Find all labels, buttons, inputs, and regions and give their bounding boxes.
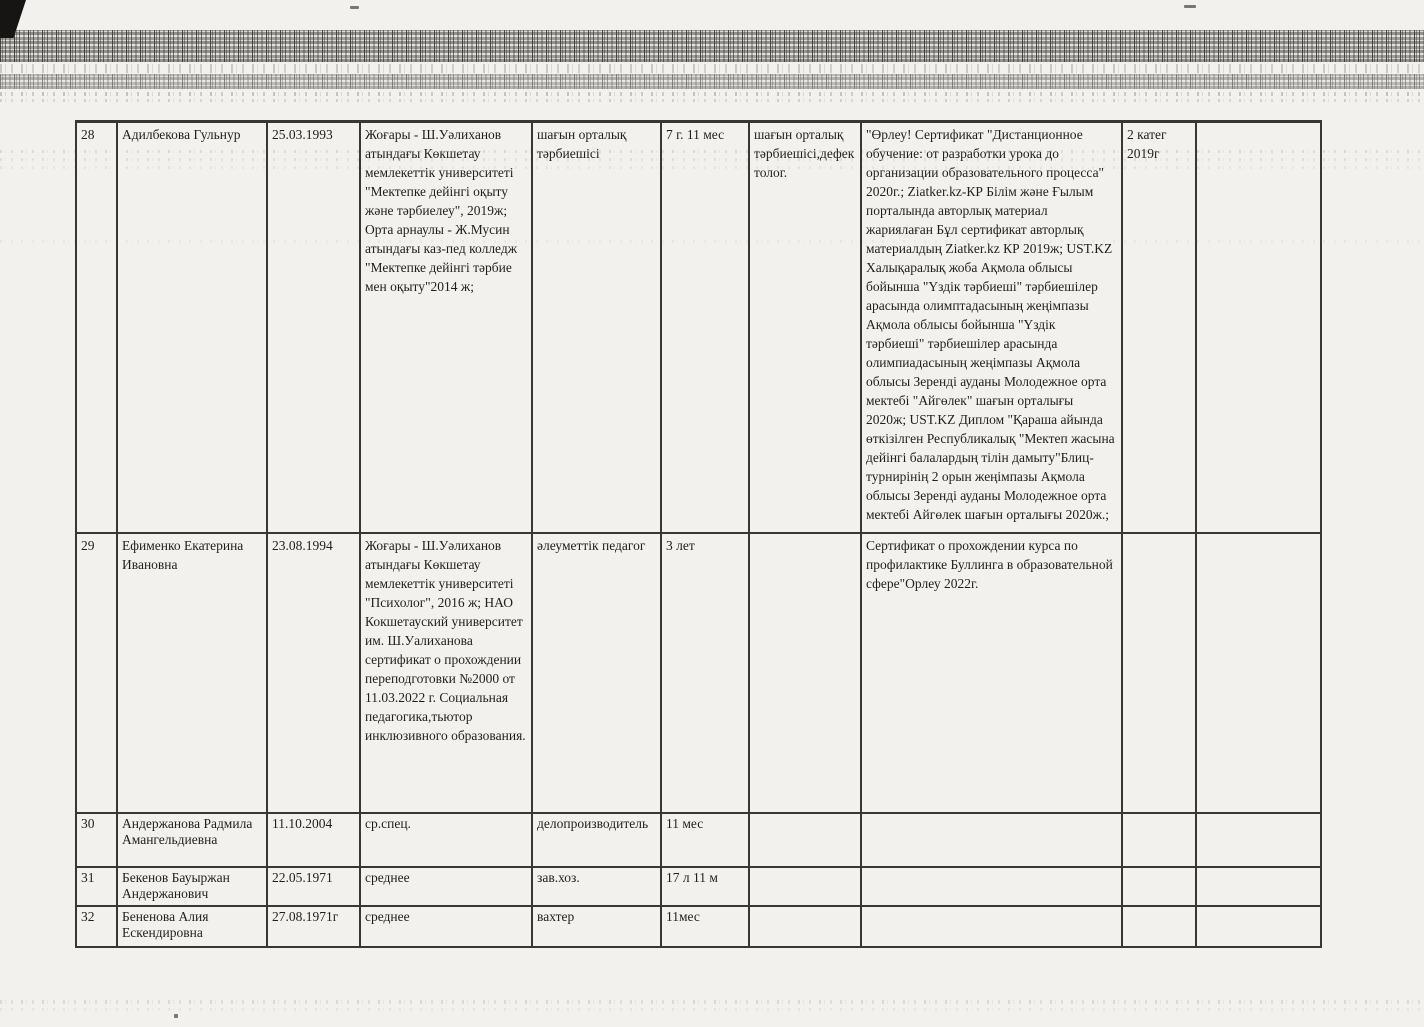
cell-row-number: 30 bbox=[76, 813, 117, 867]
scan-noise-line bbox=[0, 99, 1424, 102]
table-row bbox=[76, 122, 1321, 533]
table-row bbox=[76, 533, 1321, 813]
cell-position: зав.хоз. bbox=[532, 867, 661, 906]
cell-name: Андержанова Радмила Амангельдиевна bbox=[117, 813, 267, 867]
cell-notes bbox=[1196, 867, 1321, 906]
cell-position2 bbox=[749, 906, 861, 947]
scan-corner-mark bbox=[0, 0, 26, 38]
scan-speck bbox=[350, 6, 359, 9]
cell-experience: 7 г. 11 мес bbox=[661, 122, 749, 533]
cell-name: Адилбекова Гульнур bbox=[117, 122, 267, 533]
cell-row-number: 32 bbox=[76, 906, 117, 947]
cell-row-number: 28 bbox=[76, 122, 117, 533]
cell-birth-date: 23.08.1994 bbox=[267, 533, 360, 813]
scan-noise-line bbox=[0, 1008, 1424, 1011]
cell-notes bbox=[1196, 813, 1321, 867]
cell-position: вахтер bbox=[532, 906, 661, 947]
cell-position2 bbox=[749, 533, 861, 813]
cell-row-number: 29 bbox=[76, 533, 117, 813]
cell-education: Жоғары - Ш.Уәлиханов атындағы Көкшетау мемлекеттік университеті "Мектепке дейінгі оқыту және тәрбиелеу", 2019ж; Орта арнаулы - Ж.Мусин атындағы каз-пед колледж "Мектепке дейінгі тәрбие мен оқыту"2014 ж; bbox=[360, 122, 532, 533]
scan-speck bbox=[174, 1014, 178, 1018]
cell-certificates bbox=[861, 813, 1122, 867]
cell-education: Жоғары - Ш.Уәлиханов атындағы Көкшетау мемлекеттік университеті "Психолог", 2016 ж; НАО Кокшетауский университет им. Ш.Уалиханова сертификат о прохождении переподготовки №2000 от 11.03.2022 г. Социальная педагогика,тьютор инклюзивного образования. bbox=[360, 533, 532, 813]
cell-experience: 3 лет bbox=[661, 533, 749, 813]
cell-name: Бекенов Бауыржан Андержанович bbox=[117, 867, 267, 906]
scan-noise-band bbox=[0, 30, 1424, 62]
table-row bbox=[76, 867, 1321, 906]
cell-experience: 11 мес bbox=[661, 813, 749, 867]
cell-certificates: Сертификат о прохождении курса по профилактике Буллинга в образовательной сфере"Орлеу 2022г. bbox=[861, 533, 1122, 813]
scan-noise-line bbox=[0, 92, 1424, 96]
cell-certificates: "Өрлеу! Сертификат "Дистанционное обучение: от разработки урока до организации образовательного процесса" 2020г.; Ziatker.kz-КР Білім және Ғылым порталында авторлық материал жариялаған Бұл сертификат авторлық материалдың Ziatker.kz КР 2019ж; UST.KZ Халықаралық жоба Ақмола облысы бойынша "Үздік тәрбиеші" тәрбиешілер арасында олимптадасының жеңімпазы Ақмола облысы бойынша "Үздік тәрбиеші" тәрбиешілер арасында олимпиадасының жеңімпазы Ақмола облысы Зеренді ауданы Молодежное орта мектебі "Айгөлек" шағын орталығы 2020ж; UST.KZ Диплом "Қараша айында өткізілген Республикалық "Мектеп жасына дейінгі балалардың тілін дамыту"Блиц-турнирінің 2 орын жеңімпазы Ақмола облысы Зеренді ауданы Молодежное орта мектебі Айгөлек шағын орталығы 2020ж.; bbox=[861, 122, 1122, 533]
cell-birth-date: 25.03.1993 bbox=[267, 122, 360, 533]
cell-category bbox=[1122, 533, 1196, 813]
cell-notes bbox=[1196, 122, 1321, 533]
table-row bbox=[76, 813, 1321, 867]
cell-certificates bbox=[861, 906, 1122, 947]
cell-position2 bbox=[749, 867, 861, 906]
scan-noise-band bbox=[0, 74, 1424, 89]
cell-position2 bbox=[749, 813, 861, 867]
cell-position2: шағын орталық тәрбиешісі,дефектолог. bbox=[749, 122, 861, 533]
cell-experience: 17 л 11 м bbox=[661, 867, 749, 906]
cell-notes bbox=[1196, 906, 1321, 947]
cell-birth-date: 22.05.1971 bbox=[267, 867, 360, 906]
cell-row-number: 31 bbox=[76, 867, 117, 906]
cell-education: среднее bbox=[360, 906, 532, 947]
cell-category: 2 катег 2019г bbox=[1122, 122, 1196, 533]
cell-category bbox=[1122, 867, 1196, 906]
cell-name: Бененова Алия Ескендировна bbox=[117, 906, 267, 947]
scan-speck bbox=[1184, 5, 1196, 8]
cell-education: ср.спец. bbox=[360, 813, 532, 867]
cell-position: делопроизводитель bbox=[532, 813, 661, 867]
scan-noise-band bbox=[0, 64, 1424, 73]
cell-category bbox=[1122, 906, 1196, 947]
table-row bbox=[76, 906, 1321, 947]
cell-birth-date: 11.10.2004 bbox=[267, 813, 360, 867]
cell-education: среднее bbox=[360, 867, 532, 906]
cell-notes bbox=[1196, 533, 1321, 813]
staff-table bbox=[75, 120, 1322, 948]
cell-name: Ефименко Екатерина Ивановна bbox=[117, 533, 267, 813]
cell-category bbox=[1122, 813, 1196, 867]
cell-position: шағын орталық тәрбиешісі bbox=[532, 122, 661, 533]
cell-certificates bbox=[861, 867, 1122, 906]
cell-position: әлеуметтік педагог bbox=[532, 533, 661, 813]
cell-experience: 11мес bbox=[661, 906, 749, 947]
scan-noise-line bbox=[0, 1000, 1424, 1004]
cell-birth-date: 27.08.1971г bbox=[267, 906, 360, 947]
